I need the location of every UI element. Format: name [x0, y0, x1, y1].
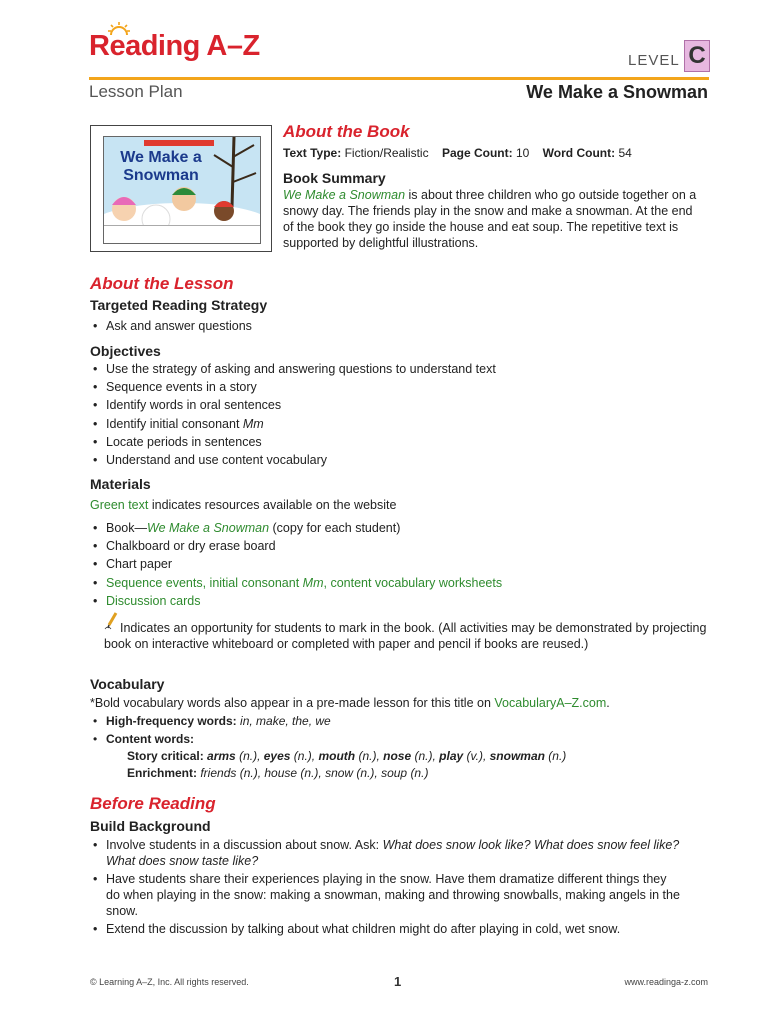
list-item: • Sequence events in a story	[90, 378, 710, 396]
about-lesson-heading: About the Lesson	[90, 274, 234, 293]
list-item: • Identify initial consonant Mm	[90, 415, 710, 433]
list-item: • Ask and answer questions	[90, 317, 710, 335]
list-item: • Identify words in oral sentences	[90, 396, 710, 414]
list-item: • Content words:	[90, 730, 710, 748]
page-number: 1	[394, 974, 402, 989]
objectives-list	[90, 360, 710, 469]
strategy-list	[90, 317, 710, 335]
brand-logo: Reading A–Z	[89, 30, 260, 62]
list-item	[90, 592, 710, 610]
enrichment-words: Enrichment: friends (n.), house (n.), snow (n.), soup (n.)	[127, 766, 429, 780]
story-critical-words: Story critical: arms (n.), eyes (n.), mouth (n.), nose (n.), play (v.), snowman (n.)	[127, 749, 567, 763]
book-summary: We Make a Snowman is about three children who go outside together on a snowy day. The friends play in the snow and make a snowman. At the end of the book they go inside the house and eat soup. The repetitive text is supported by delightful illustrations.	[283, 188, 697, 250]
vocabulary-note: *Bold vocabulary words also appear in a pre-made lesson for this title on VocabularyA–Z.com.	[90, 696, 610, 710]
vocabulary-list	[90, 712, 710, 748]
header-rule	[89, 77, 709, 80]
strategy-heading: Targeted Reading Strategy	[90, 297, 268, 313]
build-background-list	[90, 837, 680, 937]
list-item: • Chalkboard or dry erase board	[90, 537, 710, 555]
copyright: © Learning A–Z, Inc. All rights reserved.	[90, 977, 249, 987]
list-item: • Extend the discussion by talking about what children might do after playing in cold, wet snow.	[90, 921, 680, 937]
list-item: • Have students share their experiences playing in the snow. Have them dramatize different things they do when playing in the snow: making a snowman, making and throwing snowballs, making angels in the snow.	[90, 871, 680, 919]
doc-type: Lesson Plan	[89, 82, 183, 101]
level-label: LEVEL	[628, 52, 680, 69]
page-title: We Make a Snowman	[526, 82, 708, 102]
materials-heading: Materials	[90, 476, 151, 492]
vocabulary-heading: Vocabulary	[90, 676, 165, 692]
about-book-heading: About the Book	[283, 122, 410, 141]
pencil-note: Indicates an opportunity for students to mark in the book. (All activities may be demonstrated by projecting book on interactive whiteboard or completed with paper and pencil if books are reused.)	[104, 621, 707, 651]
materials-list	[90, 519, 710, 610]
list-item: • Understand and use content vocabulary	[90, 451, 710, 469]
cover-title: We Make a Snowman	[120, 149, 202, 184]
vocabulary-az-link[interactable]: VocabularyA–Z.com	[494, 696, 607, 710]
list-item: • Use the strategy of asking and answering questions to understand text	[90, 360, 710, 378]
book-cover	[90, 125, 272, 252]
footer-url[interactable]: www.readinga-z.com	[624, 977, 708, 987]
worksheets-link[interactable]: Sequence events, initial consonant Mm, content vocabulary worksheets	[106, 575, 503, 590]
objectives-heading: Objectives	[90, 343, 161, 359]
materials-note: Green text indicates resources available on the website	[90, 498, 397, 512]
list-item: • Chart paper	[90, 555, 710, 573]
book-meta: Text Type: Fiction/Realistic Page Count: 10 Word Count: 54	[283, 146, 632, 160]
list-item	[90, 574, 710, 592]
build-background-heading: Build Background	[90, 818, 211, 834]
list-item: • Book—We Make a Snowman (copy for each student)	[90, 519, 710, 537]
before-reading-heading: Before Reading	[90, 794, 216, 813]
book-link[interactable]: We Make a Snowman	[147, 521, 270, 535]
list-item: • Involve students in a discussion about snow. Ask: What does snow look like? What does snow feel like? What does snow taste like?	[90, 837, 680, 869]
list-item: • High-frequency words: in, make, the, we	[90, 712, 710, 730]
summary-heading: Book Summary	[283, 170, 386, 186]
level-badge: C	[684, 40, 710, 72]
cover-credits	[104, 225, 260, 244]
list-item: • Locate periods in sentences	[90, 433, 710, 451]
discussion-cards-link[interactable]: Discussion cards	[106, 593, 201, 608]
